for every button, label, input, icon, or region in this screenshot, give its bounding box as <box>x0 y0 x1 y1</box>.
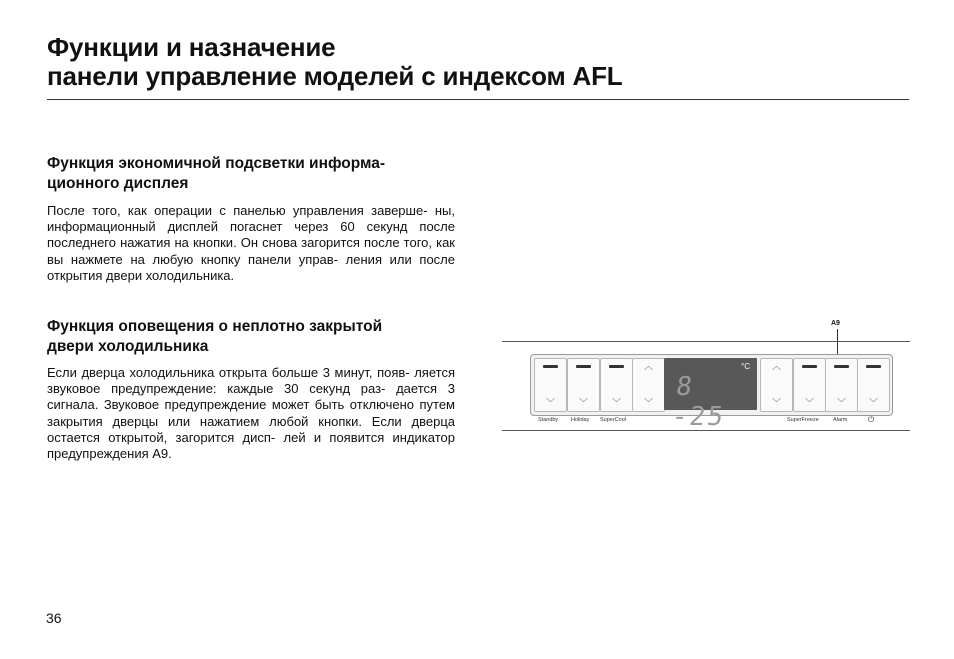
chevron-down-icon: ﹀ <box>643 398 653 408</box>
superfreeze-label: SuperFreeze <box>787 417 819 423</box>
freezer-temperature-button[interactable] <box>760 358 793 412</box>
section-heading-line: Функция экономичной подсветки информа- <box>47 155 386 172</box>
standby-button[interactable] <box>534 358 567 412</box>
section-heading-line: Функция оповещения о неплотно закрытой <box>47 318 383 335</box>
holiday-label: Holiday <box>571 417 590 423</box>
alarm-label: Alarm <box>833 417 848 423</box>
alarm-button[interactable] <box>825 358 858 412</box>
button-indicator-bar <box>576 365 591 368</box>
chevron-up-icon: ︿ <box>643 361 653 371</box>
section-heading-display-backlight <box>47 154 457 194</box>
holiday-button[interactable] <box>567 358 600 412</box>
section-body-display-backlight: После того, как операции с панелью управления заверше- ны, информационный дисплей погаснет через 60 секунд после последнего нажатия на кнопки. Он снова загорится после того, как вы нажмете на любую кнопку панели управ- ления или после открытия двери холодильника. <box>47 203 455 283</box>
a9-callout-label: A9 <box>831 320 840 327</box>
page-title <box>47 33 622 91</box>
section-body-door-alarm: Если дверца холодильника открыта больше 3 минут, появ- ляется звуковое предупреждение: каждые 30 секунд раз- дается 3 сигнала. Звуковое предупреждение может быть отключено путем закрытия дверцы или нажатием любой кнопки. Если дверца остается открытой, загорится дисп- лей и появится индикатор предупреждения А9. <box>47 365 455 462</box>
display-digits: 8 -25 <box>669 372 727 432</box>
figure-bottom-rule <box>502 430 910 431</box>
power-icon: ⏻ <box>868 415 875 424</box>
page-title-line2: панели управление моделей с индексом AFL <box>47 61 623 91</box>
page-number: 36 <box>46 610 62 626</box>
button-indicator-bar <box>834 365 849 368</box>
supercool-label: SuperCool <box>600 417 626 423</box>
section-heading-door-alarm <box>47 317 457 357</box>
control-panel-figure <box>502 318 910 434</box>
chevron-down-icon: ﹀ <box>804 398 814 408</box>
standby-label: Standby <box>538 417 559 423</box>
temperature-display <box>664 358 757 432</box>
superfreeze-button[interactable] <box>793 358 826 412</box>
chevron-down-icon: ﹀ <box>771 398 781 408</box>
chevron-down-icon: ﹀ <box>578 398 588 408</box>
section-heading-line: двери холодильника <box>47 338 209 355</box>
chevron-down-icon: ﹀ <box>836 398 846 408</box>
chevron-down-icon: ﹀ <box>545 398 555 408</box>
power-button[interactable] <box>857 358 890 412</box>
button-indicator-bar <box>543 365 558 368</box>
button-indicator-bar <box>802 365 817 368</box>
display-unit: °C <box>741 362 750 371</box>
button-indicator-bar <box>609 365 624 368</box>
button-indicator-bar <box>866 365 881 368</box>
figure-top-rule <box>502 341 910 342</box>
supercool-button[interactable] <box>600 358 633 412</box>
title-divider <box>47 99 909 100</box>
page-title-line1: Функции и назначение <box>47 32 336 62</box>
section-heading-line: ционного дисплея <box>47 175 189 192</box>
chevron-down-icon: ﹀ <box>868 398 878 408</box>
chevron-down-icon: ﹀ <box>611 398 621 408</box>
chevron-up-icon: ︿ <box>771 361 781 371</box>
fridge-temperature-button[interactable] <box>632 358 665 412</box>
